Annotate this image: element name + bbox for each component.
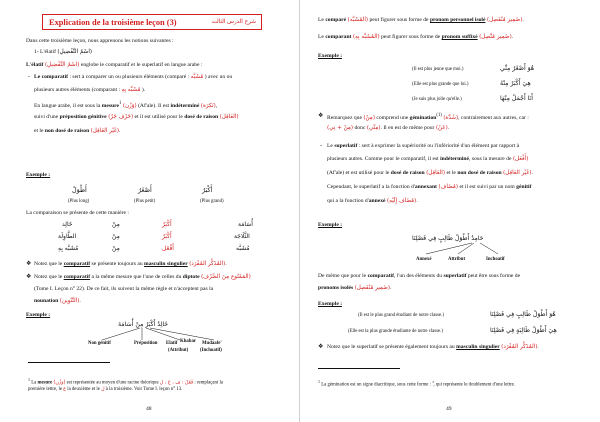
fn-r-text2: , qui représente le doublement d'une lettre. [433, 382, 515, 388]
r2-comparant: comparant [325, 34, 352, 40]
g1-b: comprend une [376, 114, 409, 121]
note1-b: se présente toujours au [91, 261, 143, 267]
compare-line [318, 16, 524, 24]
note3-line: (Tome I. Leçon n° 22). De ce fait, ils suivent la même règle et n'acceptent pas la [34, 286, 214, 292]
note-bullet-r1: ❖ [318, 113, 324, 119]
r1-ar2: (ضَمِير مُنْفَصِل) [486, 17, 523, 23]
superlatif-line5 [327, 197, 418, 205]
elatif-ar: (اسْمُ التَّفْضِيلِ) [44, 62, 80, 68]
comparant-ar: مُشَبَّه بِهِ [121, 87, 141, 93]
ex-r1-fr-2: (Elle est plus grande que lui.) [412, 82, 469, 87]
footnote-left-line1 [28, 376, 223, 387]
tree-r-label-attribut: Attribut [448, 257, 466, 262]
example1-fr-1: (Plus grand) [200, 199, 224, 204]
s3-ar1: (العَاقِل) [426, 170, 446, 176]
example1-fr-2: (Plus petit) [134, 199, 156, 204]
footnote-left-line2 [28, 386, 182, 393]
comp-row1-a: أُسَامَة [238, 221, 253, 228]
g2-a: donc [354, 125, 366, 131]
fn-a: La [31, 380, 37, 386]
comparatif-line3 [34, 100, 217, 110]
comp-row3-c: مِنْ [112, 245, 120, 252]
r2-b: peut figurer sous forme de [381, 34, 441, 40]
c5-text-a: et le [34, 128, 44, 134]
g2-c: . [447, 125, 450, 131]
s3-b: et le [446, 170, 456, 176]
dm-b: , l'un des éléments du [393, 273, 443, 279]
note1-line [34, 260, 227, 268]
fn2-a: première lettre, le [28, 387, 62, 392]
comp-row1-c: مِنْ [112, 221, 120, 228]
nondose-term: non dosé de raison [44, 128, 90, 134]
c4-text-a: suivi d'une [34, 114, 59, 120]
s1-b: : sert à exprimer la supériorité ou l'infériorité d'un élément par rapport à [358, 143, 520, 149]
syntax-tree-right [410, 242, 520, 256]
dm2-ar: (ضَمِير مُنْفَصِل) [354, 285, 391, 291]
c3-text-c: , [215, 102, 218, 109]
fn-mesure: mesure [37, 380, 53, 386]
tree-label-mudaafe: Mudaafe' [202, 341, 222, 346]
gemination-line1 [327, 112, 529, 122]
note-bullet-2: ❖ [26, 274, 32, 280]
de-meme-line1 [318, 272, 520, 280]
lesson-title-fr: Explication de la troisième leçon (3) [49, 18, 177, 27]
n1-a: Notez que le superlatif se présente également toujours au [327, 344, 455, 350]
page-right [300, 0, 600, 422]
ex-r3-fr-2: (Elle est la plus grande étudiante de notre classe.) [348, 329, 443, 334]
ex-r1-ar-3: أَنَا أَجْمَلُ مِنْهَا [500, 95, 533, 102]
tree-label-khabar: Khabar [180, 339, 196, 344]
g1-ar2: (شَدَّة) [443, 114, 459, 121]
note2-a: Notez que le [34, 274, 63, 280]
compare-ar: مُشَبَّه [190, 74, 204, 80]
s5-annexe: annexé [368, 198, 386, 204]
note1-masculin: masculin singulier [144, 261, 188, 267]
fn-c: : remplaçant la [194, 380, 223, 386]
lesson-title-ar: شرح الدرس الثالث [211, 19, 256, 25]
r1-a: Le [318, 17, 324, 23]
g1-a: Remarquez que [327, 114, 362, 121]
ex-r1-fr-1: (Il est plus jeune que moi.) [412, 67, 464, 72]
s3-nondose: non dosé de raison [457, 170, 502, 176]
comparant-line [318, 33, 513, 41]
fn2-c: à la troisième. Voir Tome I. leçon n° 13. [105, 387, 183, 392]
ex-r1-fr-3: (Je suis plus jolie qu'elle.) [412, 97, 462, 102]
comparatif-text4: ). [141, 87, 146, 93]
superlatif-line4 [327, 183, 531, 191]
tree-sub-attribut: (Attribut) [168, 348, 189, 353]
note2-diptote: diptote [182, 274, 200, 280]
s2-a: plusieurs autres. Comme pour le comparatif, il est [327, 156, 439, 162]
comp-row2-c: مِنْ [112, 233, 120, 240]
comp-row3-a: مُشَبَّه [236, 245, 250, 252]
lesson-title-box [42, 14, 262, 30]
s4-ar1: (مُضَاف) [438, 184, 459, 190]
footnote-right [318, 378, 515, 389]
footnote-number-right: 1 [318, 379, 320, 384]
tree-r-label-inchoatif: Inchoatif [486, 257, 505, 262]
nakira-ar: (نَكِرَة) [200, 102, 216, 109]
elatif-desc: englobe le comparatif et le superlatif en langue arabe : [80, 62, 203, 68]
s4-b: et il est suivi par un nom [459, 184, 515, 190]
item1-label: 1- L'élatif [34, 49, 56, 55]
footnote-rule-right [318, 368, 400, 369]
tree-sub-inchoatif: (Inchoatif) [200, 348, 222, 353]
c3-text-a: En langue arabe, il est sous la [34, 102, 101, 109]
s5-ar: (مُضَاف إِلَيْهِ) [386, 198, 417, 204]
dm-a: De même que pour le [318, 273, 367, 279]
dm-c: peut être sous forme de [467, 273, 521, 279]
note4-b: . [79, 298, 81, 304]
tanwin-ar: (التَّنْوِين) [59, 298, 80, 304]
comparatif-line1 [34, 73, 232, 81]
note1-c: . [225, 261, 227, 267]
superlatif-line3 [327, 169, 533, 177]
comp-row3-b: أَفْعَل [162, 245, 174, 252]
bullet-comparatif: - [28, 74, 30, 80]
indetermine-term: indéterminé [170, 102, 200, 109]
comparatif-text2: ) avec un ou [204, 74, 233, 80]
comparatif-term: Le comparatif [34, 74, 69, 80]
elatif-paragraph [26, 61, 203, 69]
dm-comparatif: comparatif [367, 273, 394, 279]
note-bullet-1: ❖ [26, 261, 32, 267]
s3-a: (Af'ale) et est utilisé pour le [327, 170, 390, 176]
note2-b: a la même mesure que l'une de celles du [91, 274, 182, 280]
fn2-ar2: ل [101, 387, 105, 392]
page-left [0, 0, 299, 422]
intro-line: Dans cette troisième leçon, nous apprenons les notions suivantes : [26, 38, 174, 44]
s3-ar2: (غَيْر العَاقِل) [503, 170, 532, 176]
example-heading-r3: Exemple : [318, 301, 343, 307]
comp-row1-b: أَكْبَرُ [162, 221, 172, 228]
c5-text-b: . [119, 128, 121, 134]
n1-ar: (المُذَكَّر المُفْرَد) [501, 344, 538, 350]
tree-r-label-annexe: Annexé [416, 257, 432, 262]
s2-ar: (أَفْعَل) [512, 156, 529, 162]
r1-compare: comparé [325, 17, 347, 23]
fn-ar1: (وَزْن) [53, 380, 66, 386]
aqil-ar: (العَاقِل) [219, 114, 239, 120]
footnote-rule-left [28, 362, 110, 363]
comp-row2-b: أَكْبَرُ [162, 233, 172, 240]
footnote-ref-1[interactable]: 1 [119, 101, 122, 106]
g2-b: . Il en est de même pour [380, 125, 435, 131]
tree-branch-3 [146, 328, 180, 340]
comp-row2-a: الثَّلَاجَة [234, 233, 250, 240]
r2-pronom: pronom suffixé [441, 34, 478, 40]
example1-ar-1: أَكْبَرُ [202, 186, 213, 194]
fn-b: est représentée au moyen d'une racine théorique [66, 380, 159, 386]
fn2-b: la deuxième et le [67, 387, 100, 392]
mesure-term: mesure [101, 102, 120, 109]
g2-ar3: (عَنْ) [435, 125, 448, 131]
comp-row1-d: خَالِد [62, 221, 73, 228]
r2-ar1: (المُشَبَّه بِهِ) [352, 34, 380, 40]
elatif-term: L'élatif [26, 62, 44, 68]
s4-a: Cependant, le superlatif a la fonction d' [327, 184, 415, 190]
tree-sentence-right: حَامِدٌ أَطْوَلُ طَالِبٍ فِي فَصْلِنَا [412, 235, 484, 242]
mesure-ar: (وَزْن) [122, 102, 137, 109]
tree-label-nongenitif: Non génitif [88, 341, 111, 346]
ex-r3-ar-1: هُوَ أَطْوَلُ طَالِبٍ فِي فَصْلِنَا [490, 311, 556, 318]
ghayr-aqil-ar: (غَيْر العَاقِل) [90, 128, 120, 134]
item1-line [34, 48, 92, 56]
s3-c: . [531, 170, 533, 176]
example-heading-1: Exemple : [26, 172, 51, 178]
n1-masculin: masculin singulier [456, 344, 500, 350]
note1-comparatif: comparatif [63, 261, 91, 267]
g2-ar1: (مِنْ + نِي) [327, 125, 354, 131]
bullet-superlatif: - [320, 143, 322, 149]
r1-pronom: pronom personnel isolé [429, 17, 486, 23]
s1-superlatif: superlatif [334, 143, 358, 149]
superlatif-line1 [327, 142, 519, 150]
example-heading-2: Exemple : [26, 312, 51, 318]
tree-label-preposition: Préposition [134, 341, 158, 346]
s1-a: Le [327, 143, 333, 149]
r2-c: . [511, 34, 514, 40]
s2-indetermine: indéterminé [440, 156, 470, 162]
tree-r-branch-3 [480, 243, 498, 254]
g1-ar1: (مِنْ) [363, 114, 375, 121]
superlatif-line2 [327, 155, 528, 163]
note2-line [34, 273, 251, 281]
nounation-term: nounation [34, 298, 59, 304]
g2-ar2: (مِنِّي) [366, 125, 381, 131]
note2-comparatif: comparatif [63, 274, 91, 280]
s3-dose: dosé de raison [390, 170, 425, 176]
note4-line [34, 297, 81, 305]
c4-text-b: et il est utilisé pour le [134, 114, 183, 120]
page-number-left: 48 [146, 406, 152, 412]
comparatif-text1: : sert à comparer un ou plusieurs éléments (comparé : [69, 74, 190, 80]
ex-r3-fr-1: (Il est le plus grand étudiant de notre classe.) [358, 313, 444, 318]
harf-jarr-ar: (حَرْف جَرّ) [108, 114, 134, 120]
footnote-ref-r1[interactable]: (1) [436, 113, 442, 118]
dm-superlatif: superlatif [443, 273, 467, 279]
r1-c: . [522, 17, 524, 23]
example-heading-r2: Exemple : [318, 222, 343, 228]
comparatif-line2 [34, 86, 145, 94]
comparison-intro: La comparaison se présente de cette manière : [26, 210, 129, 216]
ex-r1-ar-2: هِيَ أَكْبَرُ مِنْهُ [500, 80, 531, 87]
de-meme-line2 [318, 284, 392, 292]
dm2-b: . [390, 285, 392, 291]
tree-branch-1 [102, 328, 140, 340]
s5-b: . [416, 198, 418, 204]
example1-fr-3: (Plus long) [68, 199, 90, 204]
tree-label-elatif: Elatif [166, 341, 178, 346]
note1-ar: (المُذَكَّر المُفْرَد) [189, 261, 226, 267]
s5-a: qui a la fonction d' [327, 198, 369, 204]
n1-b: . [537, 344, 539, 350]
gemination-line2 [327, 124, 449, 132]
c3-text-b: (Af'ale). Il est [138, 102, 170, 109]
ex-r1-ar-1: هُوَ أَصْغَرُ مِنِّي [500, 65, 535, 72]
s4-genitif: génitif [516, 184, 532, 190]
note-bullet-r2: ❖ [318, 344, 324, 350]
comparatif-line5 [34, 127, 120, 135]
r2-ar2: (ضَمِير مُتَّصِل) [479, 34, 512, 40]
r1-b: peut figurer sous forme de [369, 17, 429, 23]
page-number-right: 49 [446, 406, 452, 412]
example1-ar-3: أَطْوَلُ [72, 186, 87, 194]
s2-b: , sous la mesure de [469, 156, 512, 162]
comp-row3-d: مُشَبَّه بِهِ [58, 245, 79, 252]
g1-gemination: gémination [409, 114, 437, 121]
item1-ar: (اسْمُ التَّفْضِيلِ) [57, 49, 93, 55]
r2-a: Le [318, 34, 324, 40]
note1-a: Notez que le [34, 261, 63, 267]
s4-annexant: annexant [414, 184, 437, 190]
example1-ar-2: أَصْغَرُ [138, 186, 152, 194]
fn2-ar1: ع [63, 387, 67, 392]
comp-row2-d: الطَّاوِلَة [58, 233, 77, 240]
preposition-term: préposition génitive [59, 114, 107, 120]
r1-ar1: (المُشَبَّه) [347, 17, 369, 23]
superlatif-note [327, 343, 539, 351]
footnote-number: 1 [28, 377, 30, 382]
fn-ar2: فَعَلَ : ف ، ع ، ل [159, 380, 194, 386]
ex-r3-ar-2: هِيَ أَطْوَلُ طَالِبَةٍ فِي فَصْلِنَا [490, 327, 557, 334]
tree-r-branch-1 [426, 243, 472, 254]
g1-c: , contrairement aux autres, car : [458, 114, 529, 121]
dose-term: dosé de raison [184, 114, 219, 120]
note2-ar: (المَمْنُوع مِنَ الصَّرْف) [200, 274, 251, 280]
fn-r-text: La gémination est un signe diacritique, sous cette forme : [321, 382, 431, 388]
comparatif-line4 [34, 113, 239, 121]
dm2-pronoms: pronoms isolés [318, 285, 354, 291]
comparatif-text3: plusieurs autres éléments (comparant : [34, 87, 121, 93]
example-heading-r1: Exemple : [318, 53, 343, 59]
tree-sentence-left: خَالِدٌ أَكْبَرُ مِنْ أُسَامَةَ [118, 321, 169, 328]
